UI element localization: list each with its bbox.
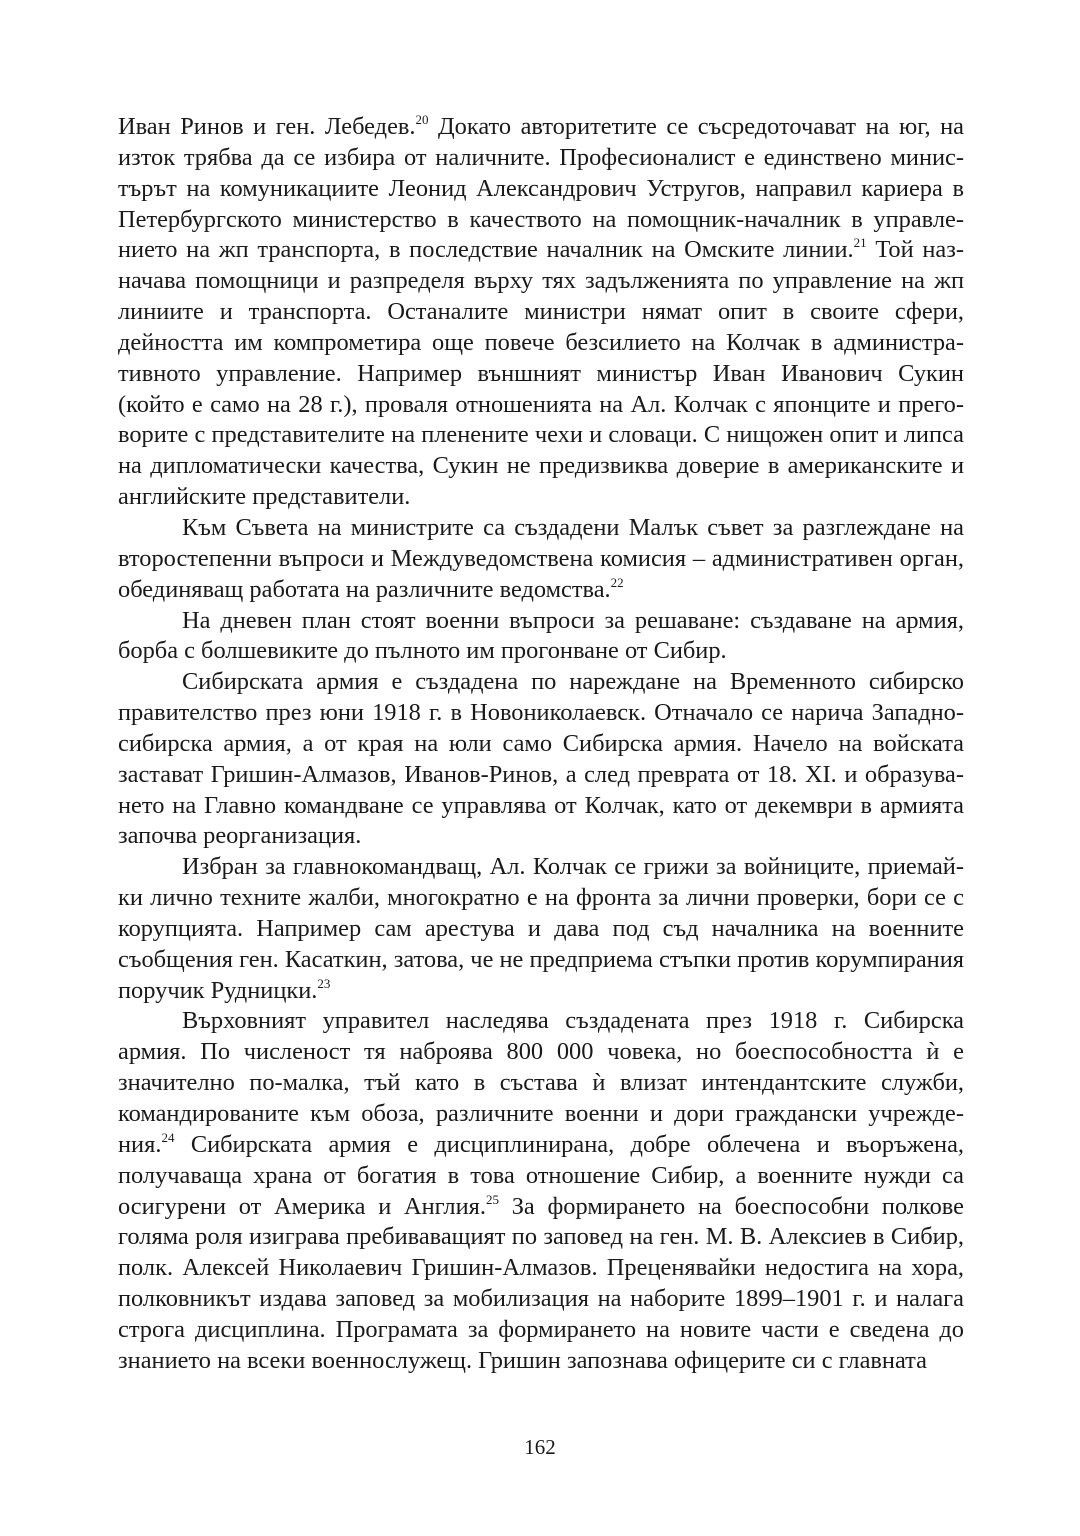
paragraph-text: Към Съвета на министрите са създадени Малък съвет за разглеждане на второстепенни въпроси и Междуведомствена комисия – административен орган, обединяващ работата на различните ведомства.: [118, 513, 964, 603]
paragraph-2: [118, 513, 964, 606]
footnote-ref: 24: [161, 1129, 175, 1145]
paragraph-text: Иван Ринов и ген. Лебедев.: [118, 113, 416, 140]
footnote-ref: 23: [317, 975, 331, 991]
page-number: 162: [524, 1435, 556, 1459]
footnote-ref: 25: [485, 1191, 499, 1207]
paragraph-text: Сибирската армия е създадена по нареждане на Временното сибирско правителство през юни 1918 г. в Новониколаевск. Отначало се нарича Западносибирска армия, а от края на юли само Сибирска армия. Начело на войската застават Гришин-Алмазов, Иванов-Ринов, а след преврата от 18. XI. и образуването на Главно командване се управлява от Колчак, като от декември в армията започва реорганизация.: [118, 668, 964, 850]
footnote-ref: 21: [853, 235, 867, 251]
footnote-ref: 22: [610, 574, 624, 590]
body-text: [118, 112, 964, 1377]
paragraph-3: [118, 606, 964, 668]
paragraph-text: Сибирската армия е дисциплинирана, добре облечена и въоръжена, получаваща храна от богатия в това отношение Сибир, а военните нужди са осигурени от Америка и Англия.: [118, 1130, 964, 1220]
paragraph-text: Докато авторитетите се съсредоточават на юг, на изток трябва да се избира от наличните. Професионалист е единствено министърът на комуникациите Леонид Александрович Устругов, направил кариера в Петербургското министерство в качеството на помощник-началник в управлението на жп транспорта, в последствие началник на Омските линии.: [118, 113, 964, 264]
paragraph-1: [118, 112, 964, 513]
paragraph-text: Той назначава помощници и разпределя върху тях задълженията по управление на жп линиите и транспорта. Останалите министри нямат опит в своите сфери, дейността им компрометира още повече безсилието на Колчак в административното управление. Например външният министър Иван Иванович Сукин (който е само на 28 г.), проваля отношенията на Ал. Колчак с японците и преговорите с представителите на пленените чехи и словаци. С нищожен опит и липса на дипломатически качества, Сукин не предизвиква доверие в американските и английските представители.: [118, 236, 964, 511]
paragraph-text: За формирането на боеспособни полкове голяма роля изиграва пребиваващият по заповед на ген. М. В. Алексиев в Сибир, полк. Алексей Николаевич Гришин-Алмазов. Преценявайки недостига на хора, полковникът издава заповед за мобилизация на наборите 1899–1901 г. и налага строга дисциплина. Програмата за формирането на новите части е сведена до знанието на всеки военнослужещ. Гришин запознава офицерите си с главната: [118, 1192, 964, 1374]
paragraph-5: [118, 852, 964, 1006]
paragraph-6: [118, 1006, 964, 1376]
footnote-ref: 20: [415, 112, 429, 127]
paragraph-text: На дневен план стоят военни въпроси за решаване: създаване на армия, борба с болшевиките до пълното им прогонване от Сибир.: [118, 606, 964, 665]
paragraph-text: Върховният управител наследява създадената през 1918 г. Сибирска армия. По численост тя наброява 800 000 човека, но боеспособността ѝ е значително по-малка, тъй като в състава ѝ влизат интендантските служби, командированите към обоза, различните военни и дори граждански учреждения.: [118, 1007, 964, 1158]
paragraph-4: [118, 667, 964, 852]
paragraph-text: Избран за главнокомандващ, Ал. Колчак се грижи за войниците, приемайки лично техните жалби, многократно е на фронта за лични проверки, бори се с корупцията. Например сам арестува и дава под съд началника на военните съобщения ген. Касаткин, затова, че не предприема стъпки против корумпирания поручик Рудницки.: [118, 853, 964, 1004]
